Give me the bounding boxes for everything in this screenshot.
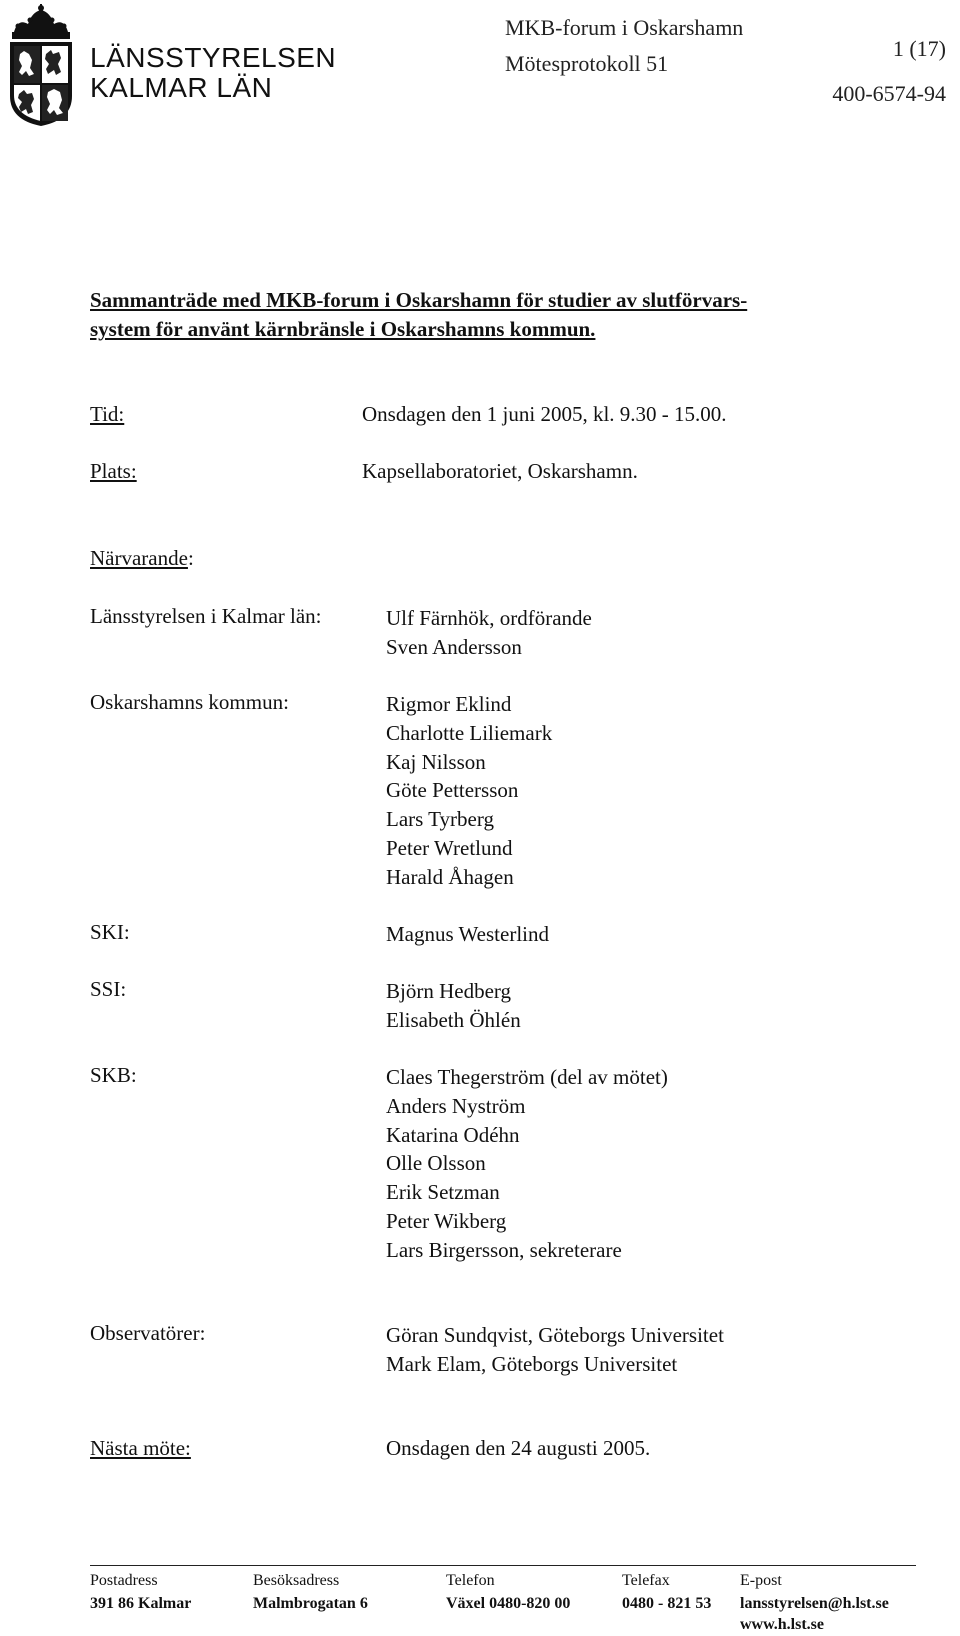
- meeting-title-line1: Sammanträde med MKB-forum i Oskarshamn för studier av slutförvars-: [90, 288, 748, 312]
- footer-telefon: Växel 0480-820 00: [446, 1595, 571, 1612]
- attendee-name: Björn Hedberg: [386, 979, 512, 1003]
- attendee-name: Peter Wikberg: [386, 1208, 507, 1233]
- org-oskarshamns-kommun: Oskarshamns kommun:: [90, 690, 289, 714]
- attendee-name: Rigmor Eklind: [386, 692, 512, 716]
- present-heading: [90, 546, 194, 571]
- next-meeting-label: Nästa möte:: [90, 1436, 191, 1460]
- org-ski: SKI:: [90, 920, 130, 944]
- doc-subtitle: Mötesprotokoll 51: [505, 51, 669, 76]
- footer-postadress: 391 86 Kalmar: [90, 1595, 192, 1612]
- org-observatorer: Observatörer:: [90, 1321, 206, 1345]
- footer-header-epost: E-post: [740, 1572, 782, 1589]
- time-label: Tid:: [90, 402, 125, 426]
- footer-header-telefon: Telefon: [446, 1572, 495, 1589]
- footer-header-besoksadress: Besöksadress: [253, 1572, 340, 1589]
- attendee-name: Göran Sundqvist, Göteborgs Universitet: [386, 1323, 724, 1347]
- footer-divider: [90, 1565, 916, 1566]
- page-number: 1 (17): [892, 36, 946, 61]
- footer-besoksadress: Malmbrogatan 6: [253, 1595, 368, 1612]
- attendee-name: Lars Birgersson, sekreterare: [386, 1237, 622, 1262]
- attendee-name: Mark Elam, Göteborgs Universitet: [386, 1351, 678, 1376]
- reference-number: 400-6574-94: [832, 81, 946, 106]
- footer-web-link[interactable]: www.h.lst.se: [740, 1616, 825, 1633]
- attendee-name: Kaj Nilsson: [386, 749, 486, 774]
- names-ski: [386, 920, 549, 949]
- org-ssi: SSI:: [90, 977, 127, 1001]
- present-label: Närvarande: [90, 546, 188, 570]
- org-skb: SKB:: [90, 1063, 137, 1087]
- time-value: Onsdagen den 1 juni 2005, kl. 9.30 - 15.00.: [362, 402, 727, 426]
- attendee-name: Lars Tyrberg: [386, 807, 494, 831]
- footer-header-telefax: Telefax: [622, 1572, 670, 1589]
- place-value: Kapsellaboratoriet, Oskarshamn.: [362, 459, 638, 483]
- attendee-name: Ulf Färnhök, ordförande: [386, 606, 592, 630]
- footer-header-postadress: Postadress: [90, 1572, 158, 1589]
- footer-telefax: 0480 - 821 53: [622, 1595, 712, 1612]
- org-lansstyrelsen: Länsstyrelsen i Kalmar län:: [90, 604, 322, 628]
- attendee-name: Elisabeth Öhlén: [386, 1007, 521, 1032]
- attendee-name: Erik Setzman: [386, 1180, 500, 1204]
- meeting-title: [90, 286, 747, 344]
- meeting-title-line2: system för använt kärnbränsle i Oskarshamns kommun.: [90, 317, 596, 341]
- coat-of-arms-logo: [4, 4, 78, 128]
- names-observatorer: [386, 1321, 724, 1379]
- org-name-line2: KALMAR LÄN: [90, 72, 273, 103]
- attendee-name: Katarina Odéhn: [386, 1122, 520, 1147]
- attendee-name: Magnus Westerlind: [386, 922, 549, 946]
- names-lansstyrelsen: [386, 604, 592, 662]
- next-meeting-value: Onsdagen den 24 augusti 2005.: [386, 1436, 651, 1460]
- attendee-name: Charlotte Liliemark: [386, 720, 553, 745]
- attendee-name: Peter Wretlund: [386, 835, 513, 860]
- attendee-name: Harald Åhagen: [386, 864, 514, 889]
- names-oskarshamns-kommun: [386, 690, 552, 891]
- attendee-name: Sven Andersson: [386, 634, 522, 659]
- attendee-name: Göte Pettersson: [386, 778, 519, 803]
- place-label: Plats:: [90, 459, 137, 483]
- footer-email-link[interactable]: lansstyrelsen@h.lst.se: [740, 1595, 889, 1612]
- attendee-name: Olle Olsson: [386, 1151, 486, 1176]
- org-name-line1: LÄNSSTYRELSEN: [90, 42, 337, 73]
- names-ssi: [386, 977, 521, 1035]
- attendee-name: Anders Nyström: [386, 1093, 526, 1118]
- attendee-name: Claes Thegerström (del av mötet): [386, 1065, 668, 1089]
- present-colon: :: [187, 546, 194, 570]
- doc-title: MKB-forum i Oskarshamn: [505, 15, 744, 40]
- names-skb: [386, 1063, 668, 1264]
